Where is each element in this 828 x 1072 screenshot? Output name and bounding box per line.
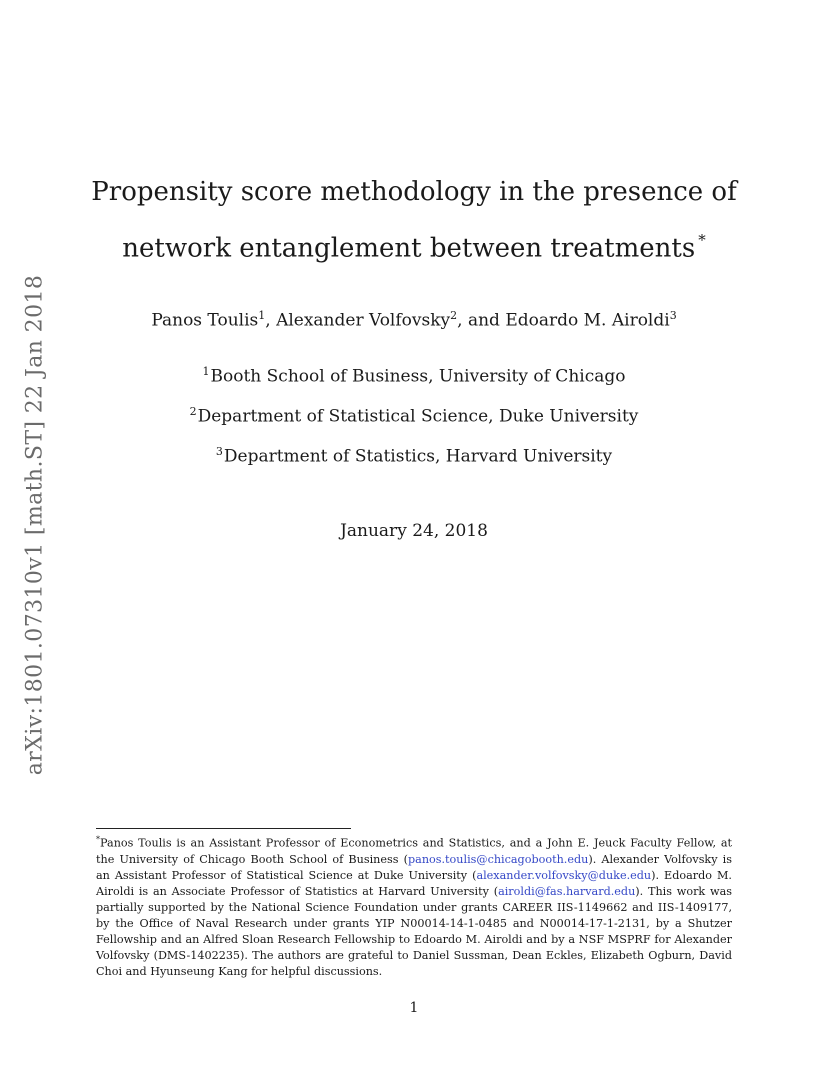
author-list <box>0 309 828 331</box>
email-link-airoldi[interactable]: airoldi@fas.harvard.edu <box>498 884 636 898</box>
affiliation-text: Department of Statistics, Harvard University <box>223 446 613 467</box>
affiliation <box>0 405 828 427</box>
arxiv-identifier-stamp[interactable]: arXiv:1801.07310v1 [math.ST] 22 Jan 2018 <box>22 274 48 776</box>
footnote-text: Panos Toulis is an Assistant Professor of Econometrics and Statistics, and a John E. Jeuck Faculty Fellow, at the University of Chicago Booth School of Business ( <box>96 836 732 866</box>
footnote-marker: * <box>96 835 100 844</box>
paper-title-line-1: Propensity score methodology in the presence of <box>91 177 737 207</box>
author-name: Edoardo M. Airoldi <box>505 310 670 331</box>
author-name: Panos Toulis <box>151 310 259 331</box>
author-affiliation-marker: 3 <box>669 309 677 322</box>
affiliation-text: Booth School of Business, University of Chicago <box>210 366 626 387</box>
paper-title-line-2 <box>0 233 828 264</box>
author-separator: , <box>265 310 277 331</box>
footnote-text: ). This work was partially supported by the National Science Foundation under grants CAREER IIS-1149662 and IIS-1409177, by the Office of Naval Research under grants YIP N00014-14-1-0485 and N00014-17-1-2131, by a Shutzer Fellowship and an Alfred Sloan Research Fellowship to Edoardo M. Airoldi and by a NSF MSPRF for Alexander Volfovsky (DMS-1402235). The authors are grateful to Daniel Sussman, Dean Eckles, Elizabeth Ogburn, David Choi and Hyunseung Kang for helpful discussions. <box>96 884 732 978</box>
affiliation <box>0 365 828 387</box>
affiliation-text: Department of Statistical Science, Duke University <box>197 406 639 427</box>
title-footnote-marker[interactable]: * <box>698 231 706 249</box>
author-separator: , and <box>457 310 506 331</box>
author-affiliation-marker: 2 <box>450 309 458 322</box>
publication-date: January 24, 2018 <box>340 521 488 541</box>
author-affiliation-marker: 1 <box>258 309 266 322</box>
email-link-toulis[interactable]: panos.toulis@chicagobooth.edu <box>407 852 589 866</box>
footnote <box>96 832 732 980</box>
footnote-text: ). Alexander Volfovsky is an Assistant Professor of Statistical Science at Duke University ( <box>96 852 732 882</box>
footnote-divider <box>96 828 351 829</box>
footnote-text: ). Edoardo M. Airoldi is an Associate Professor of Statistics at Harvard University ( <box>96 868 732 898</box>
affiliation-number: 2 <box>189 405 197 418</box>
affiliation-number: 1 <box>202 365 210 378</box>
email-link-volfovsky[interactable]: alexander.volfovsky@duke.edu <box>476 868 652 882</box>
page-number: 1 <box>409 1000 419 1016</box>
paper-title-line-2-text: network entanglement between treatments <box>122 233 696 264</box>
author-name: Alexander Volfovsky <box>276 310 451 331</box>
affiliation <box>0 445 828 467</box>
affiliation-number: 3 <box>215 445 223 458</box>
